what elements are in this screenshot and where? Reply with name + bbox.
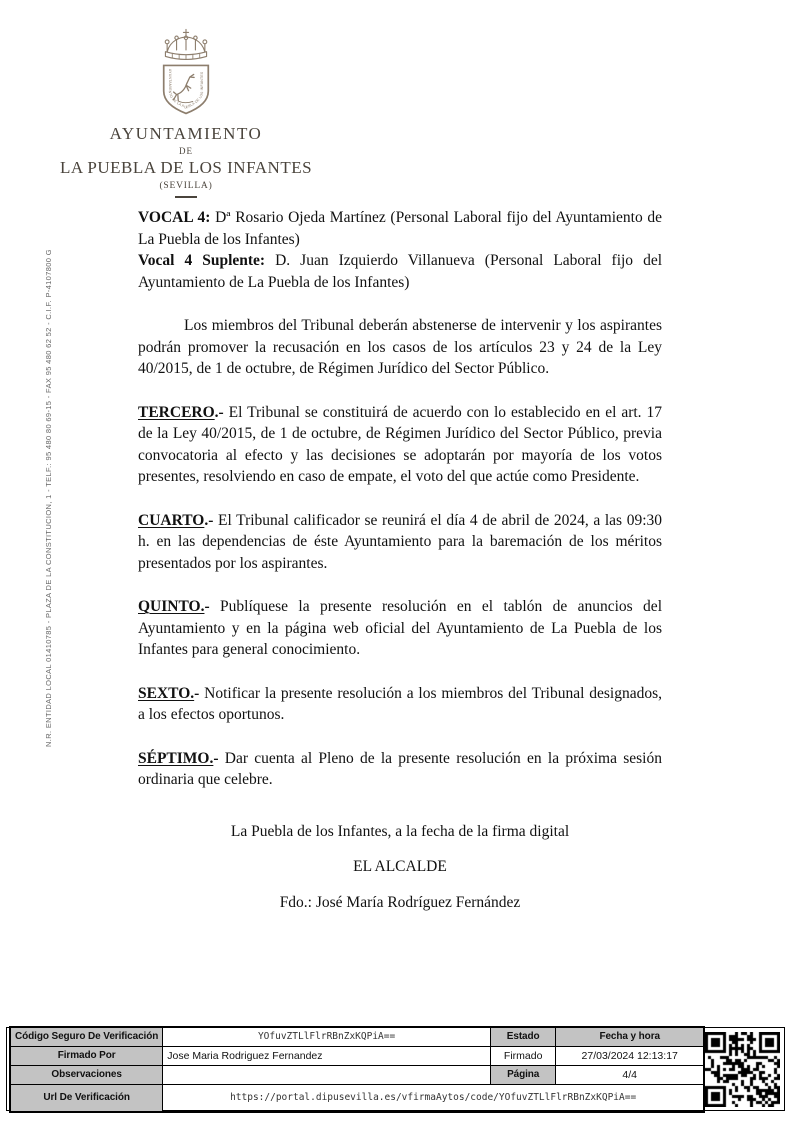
qr-code: [705, 1032, 780, 1107]
cuarto-heading: CUARTO: [138, 511, 205, 529]
quinto-heading: QUINTO.: [138, 598, 205, 615]
url-label: Url De Verificación: [10, 1084, 163, 1112]
tercero-heading: TERCERO: [138, 403, 215, 421]
signature-dateline: La Puebla de los Infantes, a la fecha de la firma digital: [230, 822, 570, 840]
letterhead: [0, 26, 372, 198]
estado-value: Firmado: [490, 1046, 556, 1065]
verification-table: [9, 1026, 705, 1113]
sexto-heading: SEXTO.: [138, 684, 195, 702]
estado-label: Estado: [490, 1027, 556, 1047]
quinto-paragraph: [138, 596, 662, 661]
resolution-body: [138, 207, 662, 913]
crest-ring-text: AYUNTAMIENTO DE LA PUEBLA DE LOS INFANTES: [167, 68, 205, 110]
septimo-paragraph: [138, 748, 662, 791]
fecha-value: 27/03/2024 12:13:17: [556, 1046, 704, 1065]
province-name: (SEVILLA): [159, 181, 213, 191]
tercero-text: El Tribunal se constituirá de acuerdo con lo establecido en el art. 17 de la Ley 40/2015, de 1 de octubre, de Régimen Jurídico del Sector Público, previa convocatoria al efecto y las decisiones se adoptarán por mayoría de los votos presentes, resolviendo en caso de empate, el voto del que actúe como Presidente.: [138, 403, 662, 485]
url-value: https://portal.dipusevilla.es/vfirmaAytos/code/YOfuvZTLlFlrRBnZxKQPiA==: [163, 1084, 704, 1112]
quinto-sep: -: [204, 598, 210, 615]
septimo-sep: -: [213, 749, 219, 767]
municipality-name: LA PUEBLA DE LOS INFANTES: [59, 158, 313, 177]
vocal4-label: VOCAL 4:: [138, 209, 211, 226]
table-row: [10, 1065, 704, 1084]
pagina-value: 4/4: [556, 1065, 704, 1084]
sexto-sep: -: [194, 684, 200, 702]
table-row: [10, 1084, 704, 1112]
vocal4-text: Dª Rosario Ojeda Martínez (Personal Laboral fijo del Ayuntamiento de La Puebla de los Infantes): [138, 209, 662, 248]
firmado-por-label: Firmado Por: [10, 1046, 163, 1065]
sexto-paragraph: [138, 683, 662, 726]
entity-registry-side-note: N.R. ENTIDAD LOCAL 01410785 - PLAZA DE LA CONSTITUCION, 1 - TELF.: 95 480 80 69-15 - FAX 95 480 62 52 - C.I.F. P-4107800 G: [44, 249, 53, 747]
firmado-por-value: Jose Maria Rodriguez Fernandez: [163, 1046, 491, 1065]
table-row: [10, 1046, 704, 1065]
municipal-crest-icon: [127, 26, 245, 122]
csv-value: YOfuvZTLlFlrRBnZxKQPiA==: [163, 1027, 491, 1047]
pagina-label: Página: [490, 1065, 556, 1084]
org-connector: DE: [179, 146, 193, 156]
verification-footer: [6, 1027, 785, 1111]
vocal4-suplente-label: Vocal 4 Suplente:: [138, 252, 266, 269]
cuarto-sep: .-: [204, 511, 214, 529]
svg-text:AYUNTAMIENTO DE LA PUEBLA DE L: [168, 69, 204, 110]
signature-role: EL ALCALDE: [353, 858, 447, 875]
header-rule: [175, 196, 197, 198]
tercero-sep: .-: [214, 403, 224, 421]
septimo-heading: SÉPTIMO.: [138, 749, 214, 767]
signature-signer: Fdo.: José María Rodríguez Fernández: [279, 893, 521, 911]
cuarto-text: El Tribunal calificador se reunirá el día 4 de abril de 2024, a las 09:30 h. en las dependencias de éste Ayuntamiento para la baremación de los méritos presentados por los aspirantes.: [138, 511, 662, 572]
cuarto-paragraph: [138, 510, 662, 575]
org-name: AYUNTAMIENTO: [109, 124, 263, 143]
quinto-text: Publíquese la presente resolución en el tablón de anuncios del Ayuntamiento y en la página web oficial del Ayuntamiento de La Puebla de los Infantes para general conocimiento.: [138, 598, 662, 658]
abstencion-paragraph: Los miembros del Tribunal deberán abstenerse de intervenir y los aspirantes podrán promover la recusación en los casos de los artículos 23 y 24 de la Ley 40/2015, de 1 de octubre, de Régimen Jurídico del Sector Público.: [138, 317, 662, 377]
tercero-paragraph: [138, 402, 662, 488]
vocal4-paragraph: [138, 207, 662, 250]
vocal4-suplente-paragraph: [138, 250, 662, 293]
fecha-label: Fecha y hora: [556, 1027, 704, 1047]
observaciones-value: [163, 1065, 491, 1084]
table-row: [10, 1027, 704, 1047]
sexto-text: Notificar la presente resolución a los miembros del Tribunal designados, a los efectos oportunos.: [138, 684, 662, 723]
vocal4-suplente-text: D. Juan Izquierdo Villanueva (Personal Laboral fijo del Ayuntamiento de La Puebla de los Infantes): [138, 252, 663, 291]
observaciones-label: Observaciones: [10, 1065, 163, 1084]
septimo-text: Dar cuenta al Pleno de la presente resolución en la próxima sesión ordinaria que celebre.: [138, 749, 662, 788]
csv-label: Código Seguro De Verificación: [10, 1027, 163, 1047]
